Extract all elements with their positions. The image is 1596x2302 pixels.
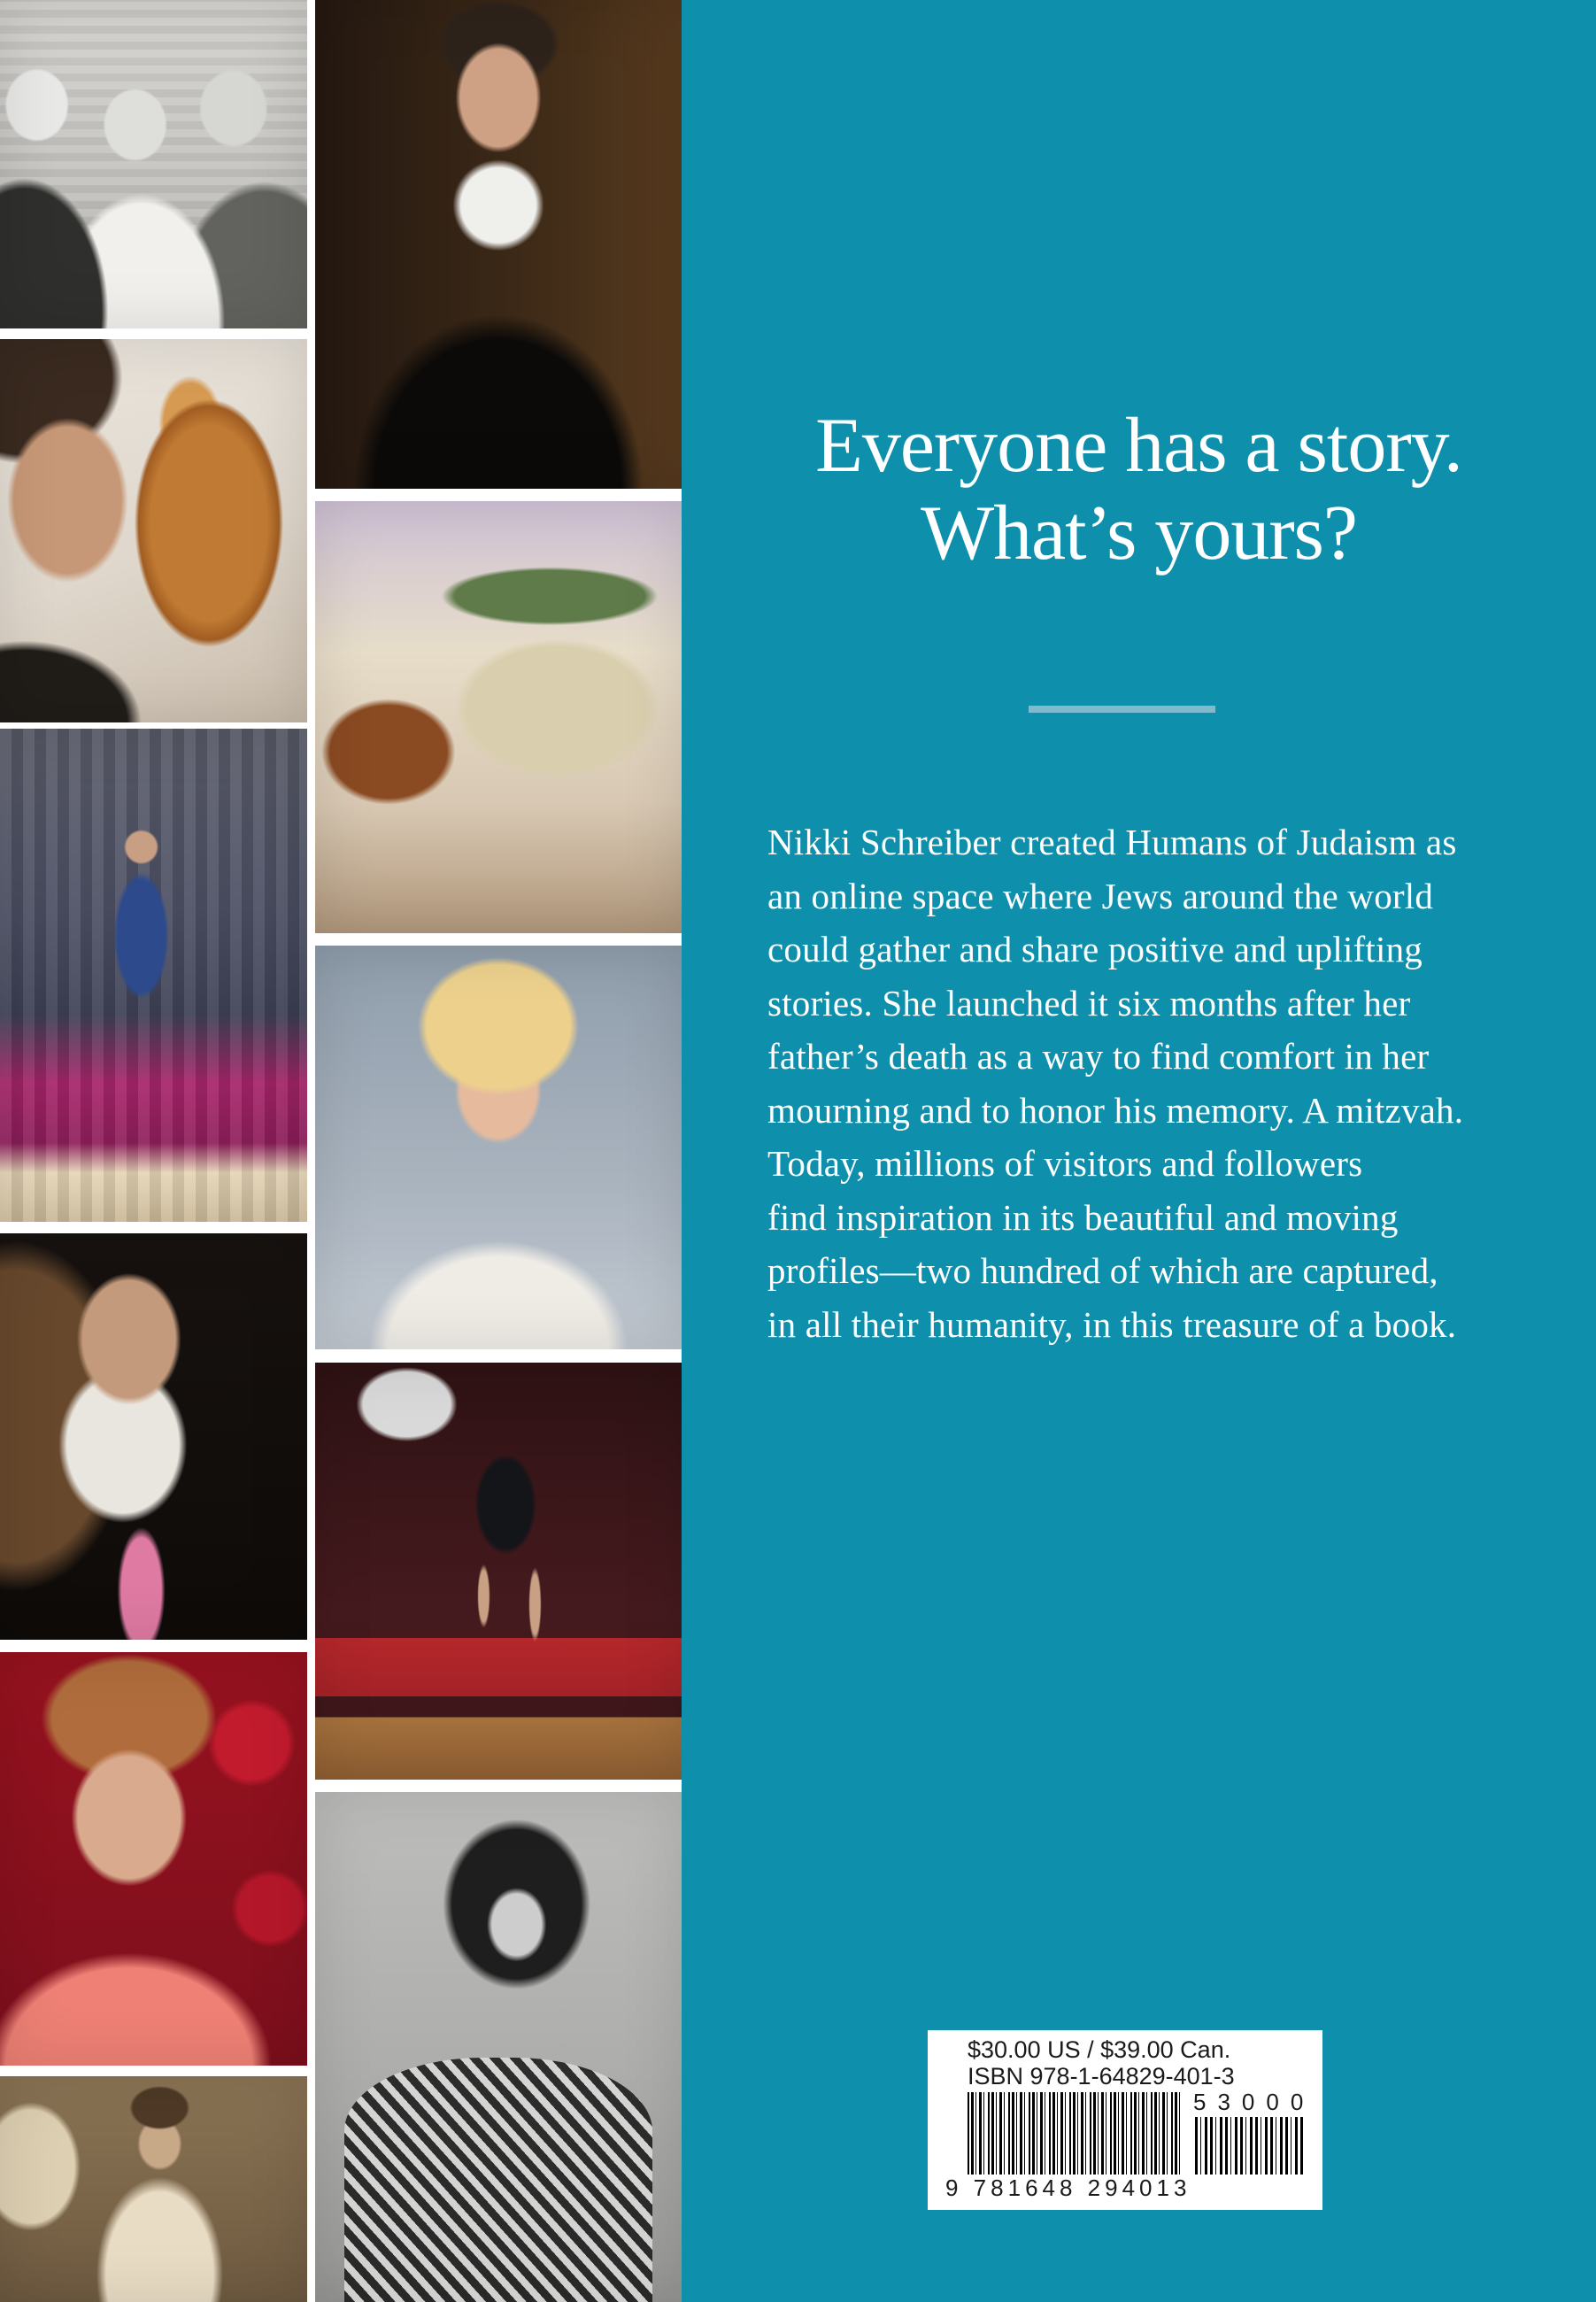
paragraph-line: stories. She launched it six months after her — [767, 982, 1411, 1024]
paragraph-line: mourning and to honor his memory. A mitzvah. — [767, 1089, 1464, 1131]
headline — [682, 402, 1596, 577]
ean-barcode-digits: 9 781648 294013 — [945, 2175, 1191, 2201]
price-text: $30.00 US / $39.00 Can. — [968, 2036, 1231, 2063]
photo-rabbi-portrait — [0, 1233, 307, 1640]
photo-collage — [0, 0, 682, 2302]
paragraph-line: find inspiration in its beautiful and moving — [767, 1196, 1399, 1238]
photo-dr-ruth-roses — [0, 1652, 307, 2066]
description-paragraph — [767, 815, 1546, 1351]
paragraph-line: profiles—two hundred of which are captured, — [767, 1250, 1438, 1291]
barcode-block — [928, 2030, 1322, 2210]
barcode-supplement-bars — [1195, 2117, 1303, 2175]
paragraph-line: an online space where Jews around the world — [767, 875, 1434, 916]
paragraph-line: father’s death as a way to find comfort in her — [767, 1036, 1430, 1077]
photo-bar-mitzvah-boy — [0, 2076, 307, 2302]
patterned-wrap-top-shape — [344, 2058, 652, 2302]
photo-rbg-portrait — [315, 0, 682, 489]
barcode-supplement-digits: 53000 — [1193, 2089, 1315, 2115]
teal-panel — [682, 0, 1596, 2302]
isbn-text: ISBN 978-1-64829-401-3 — [968, 2063, 1235, 2090]
ean-barcode-bars — [968, 2092, 1180, 2175]
photo-basketball-dunk — [315, 1363, 682, 1780]
paragraph-line: Nikki Schreiber created Humans of Judaism as — [767, 822, 1457, 862]
photo-gymnast-beam — [0, 729, 307, 1222]
paragraph-line: could gather and share positive and uplifting — [767, 929, 1423, 969]
paragraph-line: Today, millions of visitors and followers — [767, 1143, 1363, 1184]
photo-sapirstein-wagon — [315, 501, 682, 933]
photo-joan-rivers — [315, 946, 682, 1349]
headline-line-1: Everyone has a story. — [815, 403, 1462, 489]
photo-challah-selfie — [0, 339, 307, 722]
photo-western-wall-men — [0, 0, 307, 328]
divider-rule — [1029, 706, 1215, 713]
photo-dvf-bw — [315, 1792, 682, 2302]
headline-line-2: What’s yours? — [921, 491, 1357, 576]
paragraph-line: in all their humanity, in this treasure of a book. — [767, 1303, 1457, 1345]
